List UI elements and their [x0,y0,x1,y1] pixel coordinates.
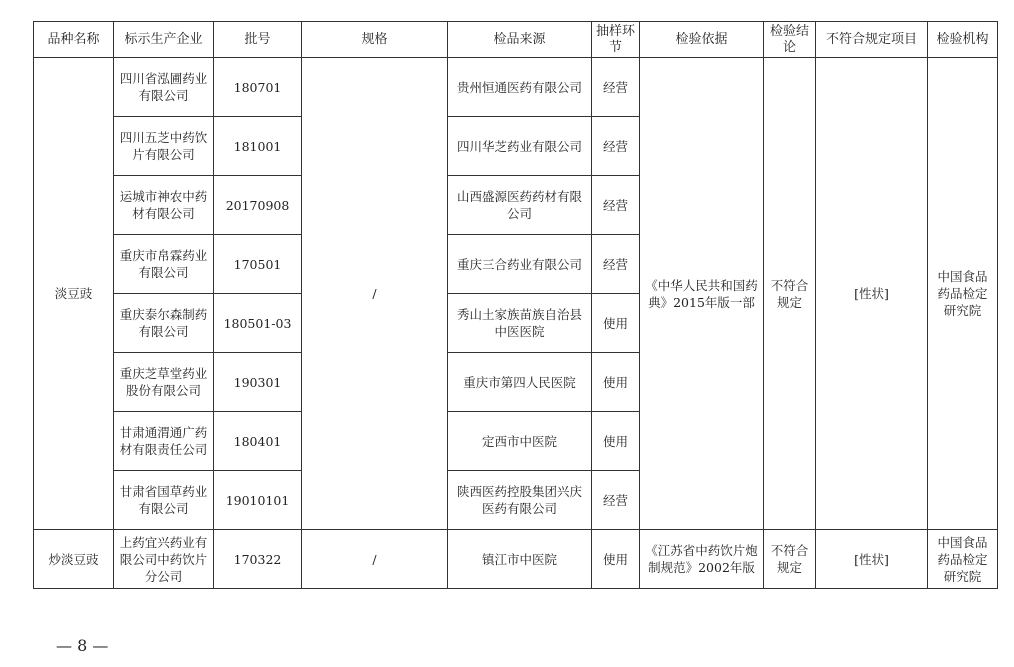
stage-cell: 使用 [592,294,640,353]
header-product: 品种名称 [34,22,114,58]
batch-cell: 19010101 [214,471,302,530]
stage-cell: 经营 [592,176,640,235]
stage-cell: 使用 [592,530,640,589]
maker-cell: 重庆芝草堂药业股份有限公司 [114,353,214,412]
spec-cell: / [302,530,448,589]
header-batch: 批号 [214,22,302,58]
source-cell: 陕西医药控股集团兴庆医药有限公司 [448,471,592,530]
page-number: — 8 — [56,636,109,655]
basis-cell: 《江苏省中药饮片炮制规范》2002年版 [640,530,764,589]
stage-cell: 使用 [592,353,640,412]
batch-cell: 180401 [214,412,302,471]
maker-cell: 四川省泓圃药业有限公司 [114,58,214,117]
item-cell: [性状] [816,58,928,530]
maker-cell: 重庆市帛霖药业有限公司 [114,235,214,294]
item-cell: [性状] [816,530,928,589]
source-cell: 镇江市中医院 [448,530,592,589]
maker-cell: 甘肃省国草药业有限公司 [114,471,214,530]
product-name: 淡豆豉 [34,58,114,530]
maker-cell: 四川五芝中药饮片有限公司 [114,117,214,176]
source-cell: 山西盛源医药药材有限公司 [448,176,592,235]
maker-cell: 甘肃通渭通广药材有限责任公司 [114,412,214,471]
source-cell: 重庆三合药业有限公司 [448,235,592,294]
stage-cell: 经营 [592,117,640,176]
source-cell: 秀山土家族苗族自治县中医医院 [448,294,592,353]
source-cell: 贵州恒通医药有限公司 [448,58,592,117]
maker-cell: 重庆泰尔森制药有限公司 [114,294,214,353]
source-cell: 重庆市第四人民医院 [448,353,592,412]
conclusion-cell: 不符合规定 [764,58,816,530]
stage-cell: 经营 [592,235,640,294]
table-row [34,530,998,589]
batch-cell: 170501 [214,235,302,294]
agency-cell: 中国食品药品检定研究院 [928,530,998,589]
batch-cell: 180701 [214,58,302,117]
header-item: 不符合规定项目 [816,22,928,58]
agency-cell: 中国食品药品检定研究院 [928,58,998,530]
header-conclusion: 检验结论 [764,22,816,58]
header-basis: 检验依据 [640,22,764,58]
header-spec: 规格 [302,22,448,58]
stage-cell: 经营 [592,58,640,117]
source-cell: 四川华芝药业有限公司 [448,117,592,176]
inspection-table [33,21,998,589]
basis-cell: 《中华人民共和国药典》2015年版一部 [640,58,764,530]
header-source: 检品来源 [448,22,592,58]
batch-cell: 20170908 [214,176,302,235]
header-agency: 检验机构 [928,22,998,58]
conclusion-cell: 不符合规定 [764,530,816,589]
batch-cell: 180501-03 [214,294,302,353]
source-cell: 定西市中医院 [448,412,592,471]
table-row [34,58,998,117]
batch-cell: 170322 [214,530,302,589]
maker-cell: 上药宜兴药业有限公司中药饮片分公司 [114,530,214,589]
batch-cell: 181001 [214,117,302,176]
spec-cell: / [302,58,448,530]
header-row [34,22,998,58]
batch-cell: 190301 [214,353,302,412]
stage-cell: 使用 [592,412,640,471]
header-maker: 标示生产企业 [114,22,214,58]
header-stage: 抽样环节 [592,22,640,58]
product-name: 炒淡豆豉 [34,530,114,589]
maker-cell: 运城市神农中药材有限公司 [114,176,214,235]
stage-cell: 经营 [592,471,640,530]
